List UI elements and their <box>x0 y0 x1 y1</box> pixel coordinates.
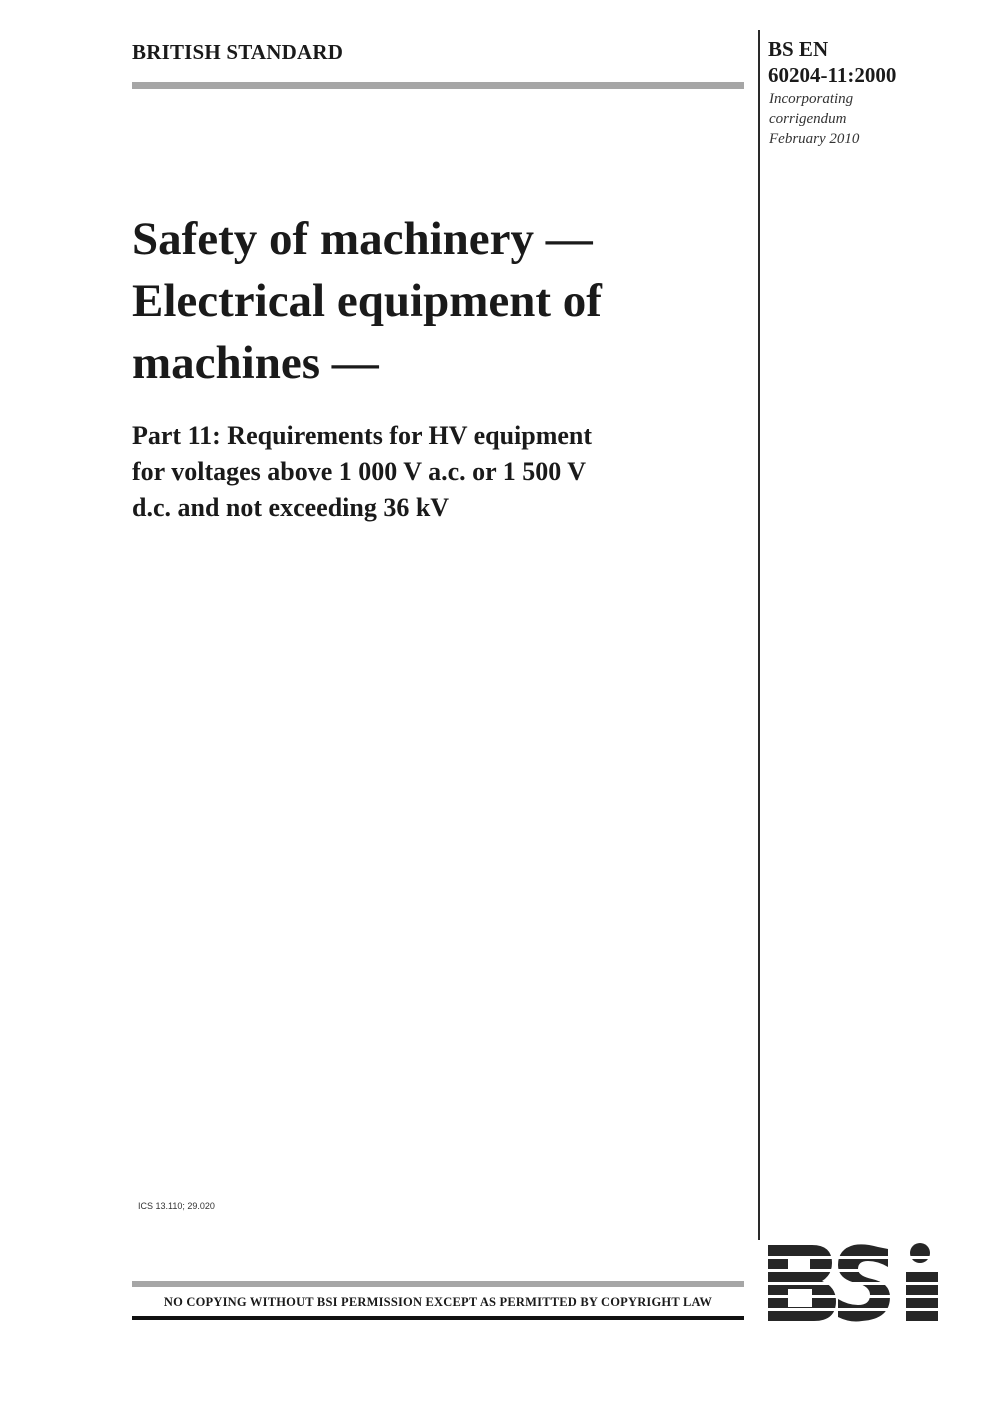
document-subtitle <box>132 418 742 526</box>
title-line: machines — <box>132 337 379 389</box>
corrigendum-line: corrigendum <box>769 111 847 127</box>
standard-number <box>768 36 896 88</box>
corrigendum-line: February 2010 <box>769 131 860 147</box>
title-line: Electrical equipment of <box>132 275 602 327</box>
footer-rule <box>132 1316 744 1320</box>
subtitle-line: Part 11: Requirements for HV equipment <box>132 421 593 450</box>
subtitle-line: d.c. and not exceeding 36 kV <box>132 493 450 522</box>
vertical-rule <box>758 30 760 1240</box>
footer-divider <box>132 1281 744 1287</box>
subtitle-line: for voltages above 1 000 V a.c. or 1 500 V <box>132 457 587 486</box>
document-title <box>132 208 742 394</box>
standard-number-line2: 60204-11:2000 <box>768 63 897 87</box>
document-type-label: BRITISH STANDARD <box>132 40 344 64</box>
copyright-notice: NO COPYING WITHOUT BSI PERMISSION EXCEPT AS PERMITTED BY COPYRIGHT LAW <box>163 1295 713 1309</box>
title-line: Safety of machinery — <box>132 213 593 265</box>
bsi-logo <box>766 1243 942 1323</box>
header-divider <box>132 82 744 89</box>
ics-code: ICS 13.110; 29.020 <box>138 1201 215 1211</box>
corrigendum-note <box>769 89 859 149</box>
standard-number-line1: BS EN <box>768 37 829 61</box>
corrigendum-line: Incorporating <box>769 91 854 107</box>
